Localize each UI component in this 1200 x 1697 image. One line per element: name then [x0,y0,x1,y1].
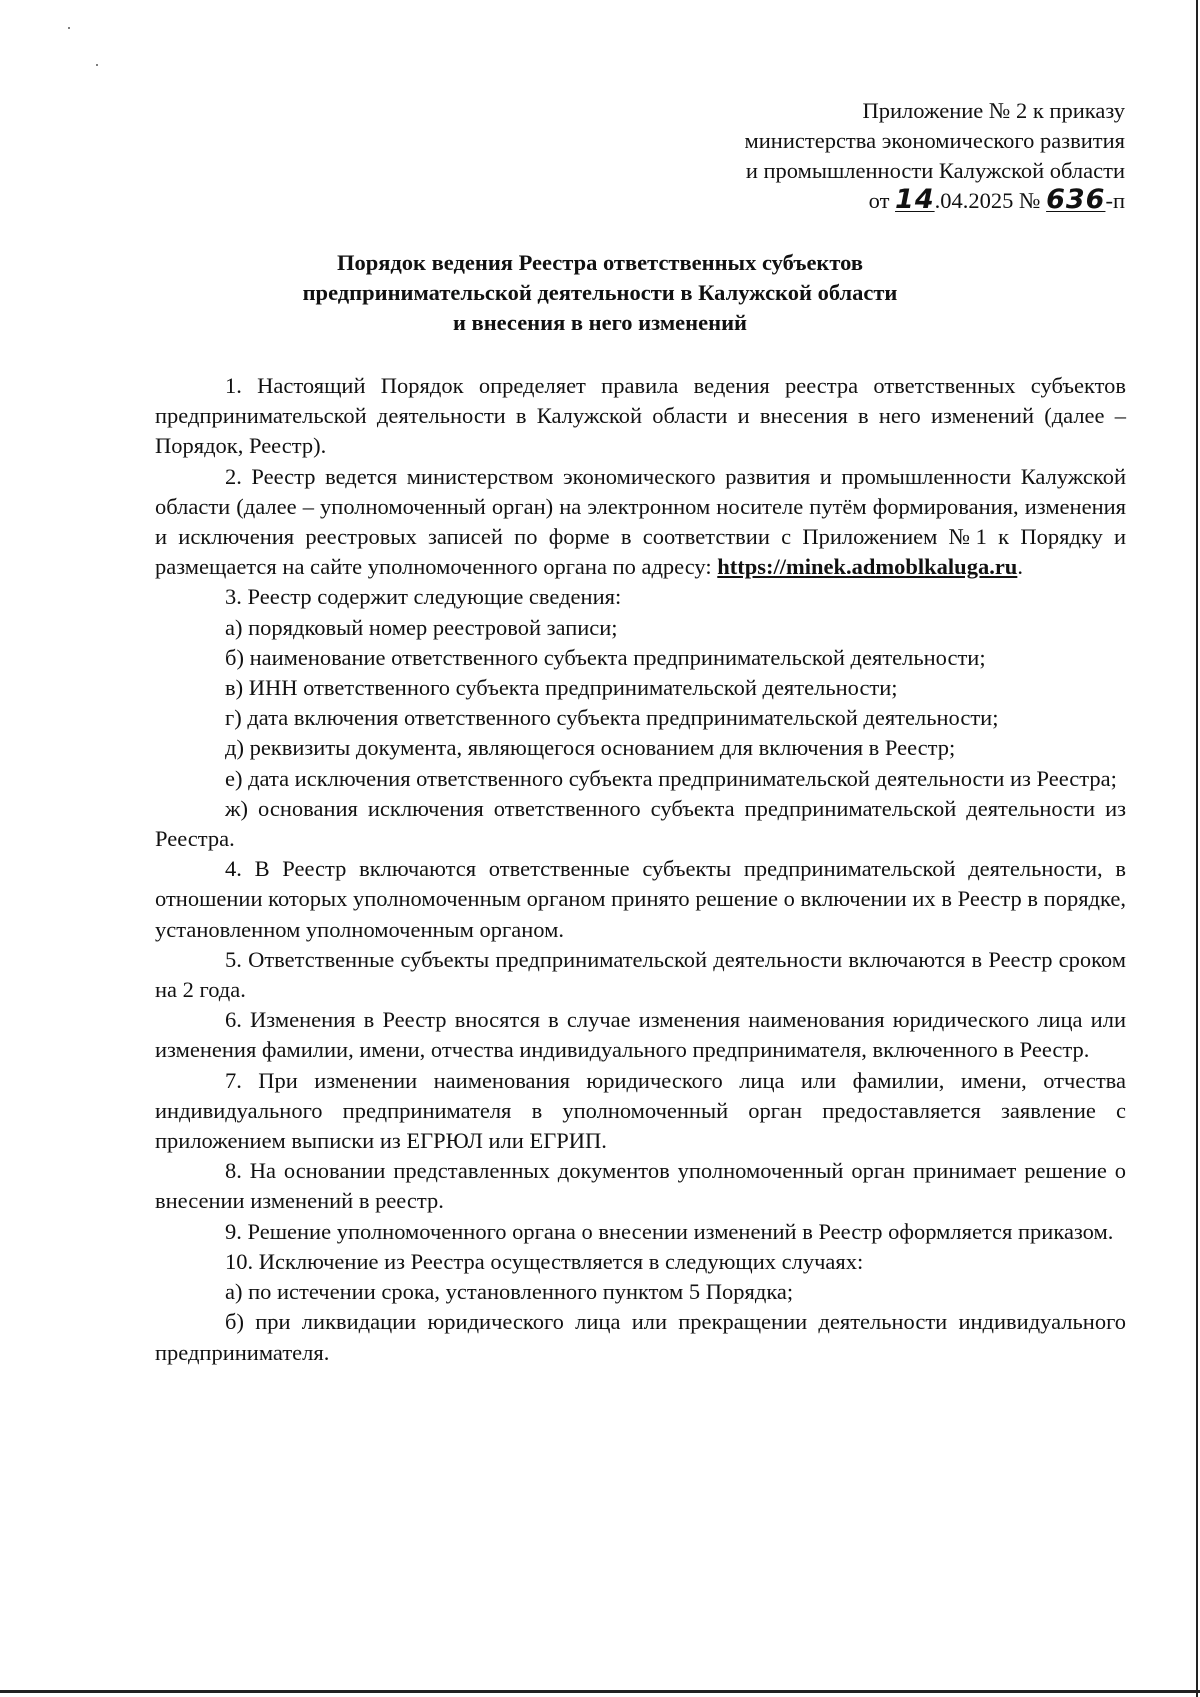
appendix-line-1: Приложение № 2 к приказу [862,98,1125,123]
title-line-2: предпринимательской деятельности в Калужской области [302,280,898,305]
title-line-1: Порядок ведения Реестра ответственных субъектов [336,250,863,275]
appendix-line-3: и промышленности Калужской области [745,158,1125,183]
title-line-3: и внесения в него изменений [452,310,748,335]
order-suffix: -п [1105,188,1125,213]
list-item-3g: ж) основания исключения ответственного субъекта предпринимательской деятельности из Реестра. [155,795,1126,852]
list-item-3b: б) наименование ответственного субъекта предпринимательской деятельности; [225,644,986,670]
handwritten-day: 14 [895,184,935,215]
paragraph-5: 5. Ответственные субъекты предпринимательской деятельности включаются в Реестр сроком на 2 года. [155,946,1126,1003]
scan-edge-bottom [0,1690,1200,1693]
appendix-line-2: министерства экономического развития [744,128,1125,153]
appendix-date-line [605,186,1125,216]
handwritten-order-number: 636 [1046,184,1106,215]
appendix-header [605,96,1125,216]
list-item-10b: б) при ликвидации юридического лица или прекращении деятельности индивидуального предпринимателя. [155,1309,1126,1365]
list-item-3d: г) дата включения ответственного субъекта предпринимательской деятельности; [225,705,999,731]
paragraph-2 [155,462,1126,583]
paragraph-10: 10. Исключение из Реестра осуществляется в следующих случаях: [225,1248,864,1274]
paragraph-6: 6. Изменения в Реестр вносятся в случае изменения наименования юридического лица или изменения фамилии, имени, отчества индивидуального предпринимателя, включенного в Реестр. [155,1007,1126,1063]
list-item-3c: в) ИНН ответственного субъекта предпринимательской деятельности; [225,675,898,701]
paragraph-8: 8. На основании представленных документов уполномоченный орган принимает решение о внесении изменений в реестр. [155,1158,1126,1214]
document-title [150,248,1050,338]
paragraph-2-text: 2. Реестр ведется министерством экономического развития и промышленности Калужской области (далее – уполномоченный орган) на электронном носителе путём формирования, изменения и исключения реестровых записей по форме в соответствии с Приложением №1 к Порядку и размещается на сайте уполномоченного органа по адресу: [155,463,1126,580]
list-item-10a: а) по истечении срока, установленного пунктом 5 Порядка; [225,1279,794,1305]
list-item-3f: е) дата исключения ответственного субъекта предпринимательской деятельности из Реестра; [225,765,1117,791]
list-item-3a: а) порядковый номер реестровой записи; [225,614,618,640]
paragraph-3: 3. Реестр содержит следующие сведения: [225,584,622,610]
date-prefix: от [868,188,890,213]
scan-speck [68,27,70,29]
minek-website-link[interactable]: https://minek.admoblkaluga.ru [717,554,1018,580]
paragraph-2-end: . [1017,554,1023,580]
paragraph-9: 9. Решение уполномоченного органа о внесении изменений в Реестр оформляется приказом. [225,1218,1114,1244]
document-body [155,371,1126,1368]
paragraph-4: 4. В Реестр включаются ответственные субъекты предпринимательской деятельности, в отношении которых уполномоченным органом принято решение о включении их в Реестр в порядке, установленном уполномоченным органом. [155,856,1126,942]
scan-speck [96,64,98,66]
paragraph-7: 7. При изменении наименования юридического лица или фамилии, имени, отчества индивидуального предпринимателя в уполномоченный орган предоставляется заявление с приложением выписки из ЕГРЮЛ или ЕГРИП. [155,1067,1126,1154]
date-rest: .04.2025 № [934,188,1041,213]
paragraph-1: 1. Настоящий Порядок определяет правила ведения реестра ответственных субъектов предпринимательской деятельности в Калужской области и внесения в него изменений (далее – Порядок, Реестр). [155,373,1126,459]
scan-edge-right [1196,0,1198,1697]
list-item-3e: д) реквизиты документа, являющегося основанием для включения в Реестр; [225,735,956,761]
